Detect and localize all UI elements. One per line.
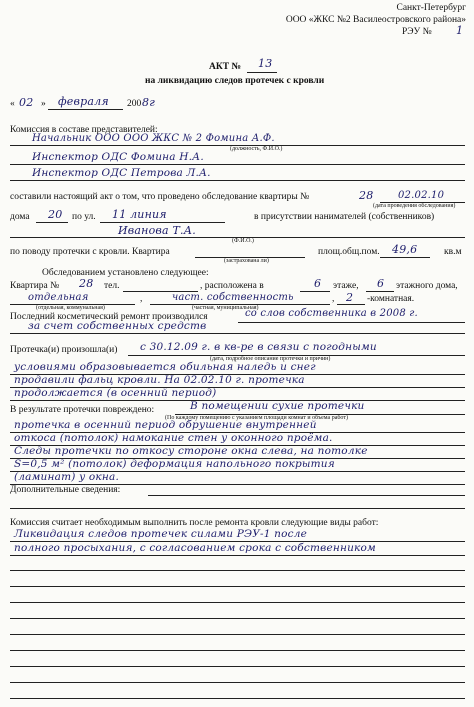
repair-value-1: со слов собственника в 2008 г. — [245, 308, 418, 319]
area-unit: кв.м — [444, 247, 462, 257]
works-line-6 — [10, 618, 465, 619]
survey-type: отдельная — [28, 292, 89, 303]
commission-line-3 — [10, 180, 465, 181]
survey-type-caption: (отдельная, коммунальная) — [36, 305, 105, 311]
repair-line-1 — [238, 322, 465, 323]
owner-caption: (Ф.И.О.) — [232, 238, 254, 244]
organization-name: ООО «ЖКС №2 Василеостровского района» — [285, 15, 466, 25]
works-line-8 — [10, 650, 465, 651]
survey-floors: 6 — [377, 277, 385, 290]
works-line-4 — [10, 586, 465, 587]
act-number-line — [247, 72, 277, 73]
works-line-2 — [10, 555, 465, 556]
act-title: АКТ № — [209, 62, 242, 72]
damage-value-3: откоса (потолок) намокание стен у оконного проёма. — [14, 432, 333, 444]
survey-rooms-line — [337, 304, 365, 305]
street-label: по ул. — [72, 212, 96, 222]
inspection-text: составили настоящий акт о том, что проведено обследование квартиры № — [10, 192, 310, 202]
works-value-1: Ликвидация следов протечек силами РЭУ-1 после — [14, 528, 308, 540]
survey-floors-label: этажного дома, — [396, 281, 458, 291]
city: Санкт-Петербург — [396, 3, 466, 13]
house-line — [36, 222, 68, 223]
house-label: дома — [10, 212, 30, 222]
works-value-2: полного просыхания, с согласованием срока с собственником — [14, 542, 376, 554]
date-year: 8г — [142, 96, 155, 109]
survey-rooms: 2 — [346, 291, 354, 304]
inspection-date: 02.02.10 — [398, 190, 445, 201]
works-line-7 — [10, 634, 465, 635]
insured-caption: (застрахована ли) — [224, 258, 269, 264]
reu-number: 1 — [456, 24, 464, 37]
act-subtitle: на ликвидацию следов протечек с кровли — [145, 76, 325, 86]
leaks-value-3: продавили фальц кровли. На 02.02.10 г. протечка — [14, 374, 305, 386]
works-line-11 — [10, 698, 465, 699]
date-quote-close: » — [41, 99, 46, 109]
repair-line-2 — [10, 333, 465, 334]
damage-value-4: Следы протечки по откосу стороне окна слева, на потолке — [14, 445, 368, 457]
inspection-date-caption: (дата проведения обследования) — [373, 203, 456, 209]
commission-caption: (должность, Ф.И.О.) — [230, 146, 283, 152]
survey-floor: 6 — [314, 277, 322, 290]
leak-reason: по поводу протечки с кровли. Квартира — [10, 247, 170, 257]
works-line-9 — [10, 666, 465, 667]
survey-comma-1: , — [140, 294, 143, 304]
works-label: Комиссия считает необходимым выполнить после ремонта кровли следующие виды работ: — [10, 518, 379, 528]
area-label: площ.общ.пом. — [318, 247, 380, 257]
commission-member-1: Начальник ООО ООО ЖКС № 2 Фомина А.Ф. — [32, 133, 275, 144]
extra-line-1 — [148, 495, 465, 496]
commission-line-2 — [10, 164, 465, 165]
damage-value-6: (ламинат) у окна. — [14, 471, 120, 483]
leaks-label: Протечка(и) произошла(и) — [10, 345, 118, 355]
works-line-3 — [10, 570, 465, 571]
survey-ownership: част. собственность — [172, 292, 294, 303]
date-month-line — [48, 109, 123, 110]
reu-label: РЭУ № — [402, 27, 432, 37]
leaks-value-1: с 30.12.09 г. в кв-ре в связи с погодными — [140, 341, 377, 353]
survey-established: Обследованием установлено следующее: — [42, 268, 209, 278]
inspection-apartment: 28 — [359, 189, 374, 202]
damage-label: В результате протечки повреждено: — [10, 405, 155, 415]
leaks-caption: (дата, подробное описание протечки и причин) — [210, 356, 331, 362]
commission-label: Комиссия в составе представителей: — [10, 125, 158, 135]
survey-apt: 28 — [79, 277, 94, 290]
street-line — [100, 222, 225, 223]
survey-rooms-label: -комнатная. — [367, 294, 415, 304]
repair-label: Последний косметический ремонт производился — [10, 312, 208, 322]
street-name: 11 линия — [112, 208, 167, 221]
presence-text: в присутствии нанимателей (собственников) — [254, 212, 435, 222]
survey-ownership-caption: (частная, муниципальная) — [192, 305, 259, 311]
leaks-value-2: условиями образовывается обильная наледь и снег — [14, 361, 316, 373]
repair-value-2: за счет собственных средств — [28, 320, 207, 332]
date-quote-open: « — [10, 99, 15, 109]
area-value: 49,6 — [392, 243, 418, 256]
survey-tel-label: тел. — [104, 281, 120, 291]
works-line-5 — [10, 602, 465, 603]
commission-member-3: Инспектор ОДС Петрова Л.А. — [32, 167, 211, 179]
damage-value-5: S=0,5 м² (потолок) деформация напольного покрытия — [14, 458, 335, 470]
house-number: 20 — [48, 208, 63, 221]
date-month: февраля — [58, 95, 109, 108]
date-year-prefix: 200 — [127, 99, 142, 109]
commission-member-2: Инспектор ОДС Фомина Н.А. — [32, 151, 204, 163]
survey-located: , расположена в — [200, 281, 264, 291]
survey-floor-line — [300, 291, 330, 292]
damage-caption: (По каждому помещению с указанием площади комнат и объема работ) — [165, 415, 348, 421]
survey-floor-label: этаже, — [333, 281, 359, 291]
survey-apt-label: Квартира № — [10, 281, 60, 291]
owner-name: Иванова Т.А. — [118, 224, 196, 237]
leaks-value-4: продолжается (в осенний период) — [14, 387, 217, 399]
survey-comma-2: , — [332, 294, 335, 304]
extra-line-2 — [10, 508, 465, 509]
damage-value-1: В помещении сухие протечки — [190, 400, 365, 412]
damage-value-2: протечка в осенний период обрушение внутренней — [14, 419, 317, 431]
date-day: 02 — [19, 96, 34, 109]
works-line-10 — [10, 682, 465, 683]
area-line — [380, 257, 430, 258]
survey-floors-line — [366, 291, 394, 292]
extra-label: Дополнительные сведения: — [10, 485, 121, 495]
act-number: 13 — [258, 57, 273, 70]
